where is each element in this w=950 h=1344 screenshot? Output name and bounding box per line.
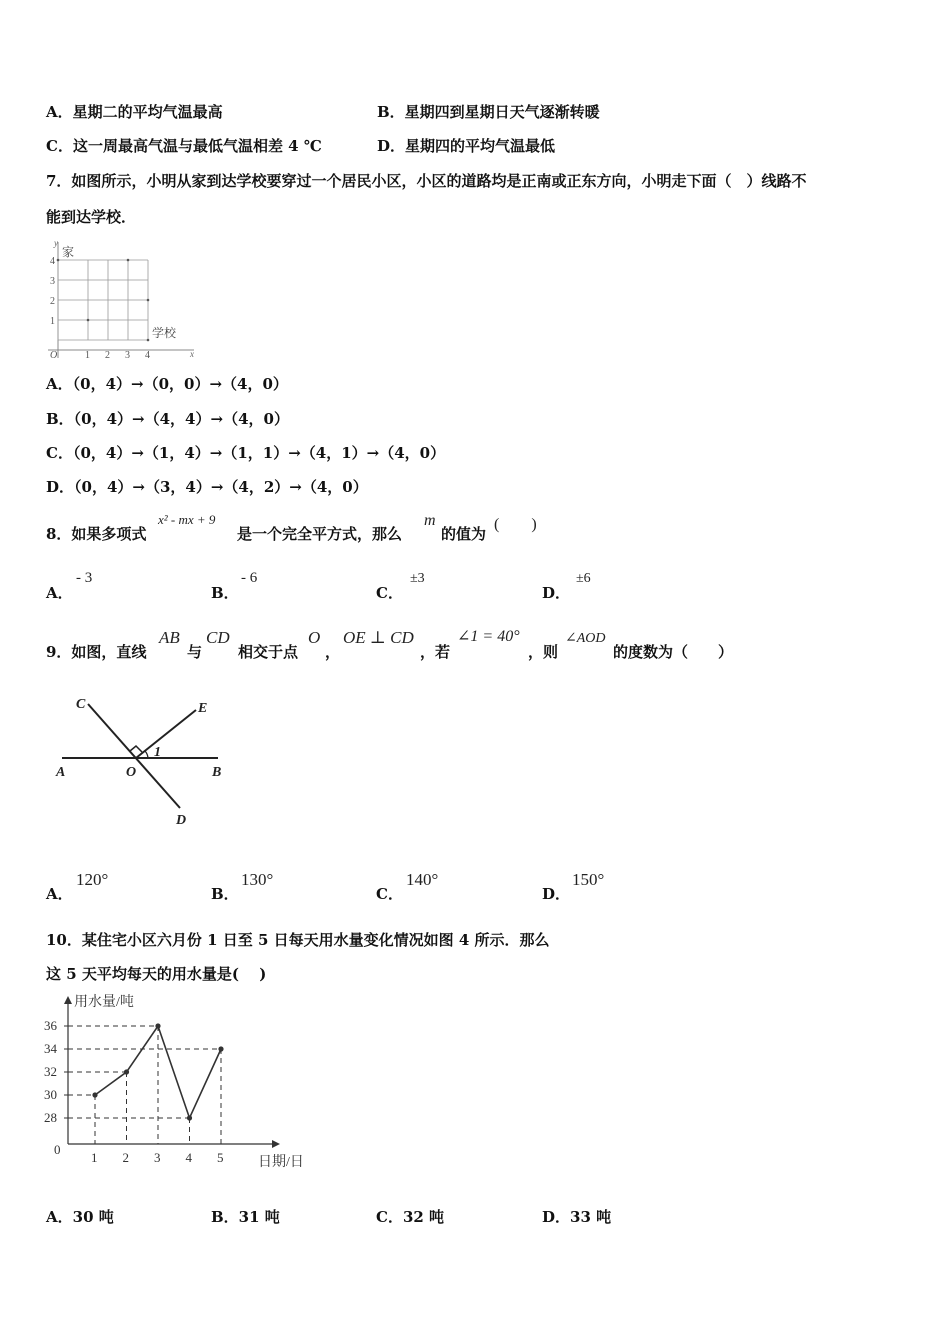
q7-option-d: D．（0，4）→（3，4）→（4，2）→（4，0） [46, 478, 368, 496]
label-b: B [212, 765, 222, 780]
q9-option-a-label: A． [46, 885, 73, 903]
q8-paren: ( ) [494, 516, 537, 533]
y-tick: 3 [50, 276, 55, 287]
y-tick-label: 28 [44, 1110, 57, 1125]
data-point [187, 1115, 192, 1120]
label-e: E [198, 701, 208, 716]
y-tick: 1 [50, 316, 55, 327]
y-axis-label: y [54, 238, 58, 248]
y-tick: 2 [50, 296, 55, 307]
angle-1-arc [145, 751, 148, 758]
q8-expression: x² - mx + 9 [158, 512, 216, 527]
q9-lines-figure [44, 690, 234, 832]
q10-option-a: A．30 吨 [46, 1208, 114, 1226]
x-axis-arrow [272, 1140, 280, 1148]
q8-stem-a: 8．如果多项式 [46, 525, 147, 543]
q9-angle-1: ∠1 = 40° [457, 628, 520, 645]
q8-option-d-value: ±6 [576, 571, 591, 586]
label-o: O [126, 765, 137, 780]
q8-stem-c: 的值为 [441, 525, 487, 543]
q7-option-c: C．（0，4）→（1，4）→（1，1）→（4，1）→（4，0） [46, 444, 446, 462]
x-tick: 4 [145, 350, 150, 361]
q10-option-b: B．31 吨 [211, 1208, 280, 1226]
label-d: D [176, 813, 187, 828]
y-axis-title: 用水量/吨 [74, 995, 134, 1010]
q7-stem-line1: 7．如图所示，小明从家到达学校要穿过一个居民小区，小区的道路均是正南或正东方向，小明走下面（ ）线路不 [46, 172, 807, 190]
q6-option-b: B．星期四到星期日天气逐渐转暖 [377, 103, 600, 121]
y-axis-arrow [64, 996, 72, 1004]
q9-option-d-value: 150° [572, 870, 605, 889]
q9-stem-f: ，则 [528, 643, 559, 661]
q6-option-d: D．星期四的平均气温最低 [377, 137, 556, 155]
q9-option-b-value: 130° [241, 870, 274, 889]
y-tick-label: 34 [44, 1041, 57, 1056]
data-point [92, 1092, 97, 1097]
q8-option-a-value: - 3 [76, 570, 93, 586]
x-tick-label: 1 [91, 1150, 98, 1165]
right-angle-mark [130, 746, 142, 752]
label-c: C [76, 697, 86, 712]
x-tick-label: 2 [122, 1150, 129, 1165]
x-tick-label: 5 [217, 1150, 224, 1165]
label-a: A [56, 765, 66, 780]
x-tick-label: 4 [185, 1150, 192, 1165]
q9-angle-aod: ∠AOD [565, 631, 606, 646]
q8-option-c-value: ±3 [410, 571, 425, 586]
origin-label: 0 [54, 1142, 61, 1157]
q9-option-c-value: 140° [406, 870, 439, 889]
home-label: 家 [62, 245, 75, 259]
q8-var-m: m [424, 512, 436, 529]
q7-option-a: A．（0，4）→（0，0）→（4，0） [46, 375, 288, 393]
line-cd [88, 704, 180, 808]
q8-stem-b: 是一个完全平方式，那么 [237, 525, 403, 543]
data-point [155, 1023, 160, 1028]
q8-option-d-label: D． [542, 584, 571, 602]
q9-stem-g: 的度数为（ ） [613, 643, 734, 661]
q9-option-d-label: D． [542, 885, 571, 903]
q8-option-c-label: C． [376, 584, 403, 602]
q9-stem-b: 与 [187, 643, 203, 661]
q9-line-ab: AB [159, 628, 180, 647]
q6-option-a: A．星期二的平均气温最高 [46, 103, 223, 121]
q9-point-o: O [308, 628, 321, 647]
school-label: 学校 [152, 326, 177, 340]
q10-stem-line1: 10．某住宅小区六月份 1 日至 5 日每天用水量变化情况如图 4 所示．那么 [46, 931, 550, 949]
q9-option-c-label: C． [376, 885, 403, 903]
data-point [218, 1046, 223, 1051]
q8-option-a-label: A． [46, 584, 73, 602]
q9-stem-e: ，若 [420, 643, 451, 661]
q9-option-a-value: 120° [76, 870, 109, 889]
x-tick: 3 [125, 350, 130, 361]
q10-option-c: C．32 吨 [376, 1208, 445, 1226]
x-tick-label: 3 [154, 1150, 161, 1165]
q9-stem-d: ， [325, 643, 341, 661]
q7-stem-line2: 能到达学校． [46, 208, 137, 226]
origin-label: O [50, 350, 58, 361]
y-tick-label: 36 [44, 1018, 57, 1033]
data-point [124, 1069, 129, 1074]
q9-perp: OE ⊥ CD [343, 628, 414, 647]
q7-grid-figure [44, 236, 204, 362]
ray-oe [136, 710, 196, 758]
x-tick: 2 [105, 350, 110, 361]
q9-stem-c: 相交于点 [238, 643, 299, 661]
q10-stem-line2: 这 5 天平均每天的用水量是( ) [46, 965, 267, 983]
q7-option-b: B．（0，4）→（4，4）→（4，0） [46, 410, 289, 428]
q8-option-b-label: B． [211, 584, 239, 602]
y-tick-label: 30 [44, 1087, 57, 1102]
y-tick: 4 [50, 256, 55, 267]
x-axis-label: x [190, 349, 194, 359]
q10-option-d: D．33 吨 [542, 1208, 612, 1226]
q8-option-b-value: - 6 [241, 570, 258, 586]
q6-option-c: C．这一周最高气温与最低气温相差 4 ℃ [46, 137, 322, 155]
q9-option-b-label: B． [211, 885, 239, 903]
q9-line-cd: CD [206, 628, 230, 647]
q10-water-usage-chart [40, 990, 330, 1176]
q9-stem-a: 9．如图，直线 [46, 643, 147, 661]
y-tick-label: 32 [44, 1064, 57, 1079]
label-angle-1: 1 [154, 745, 161, 760]
x-tick: 1 [85, 350, 90, 361]
x-axis-title: 日期/日 [258, 1155, 304, 1170]
grid-lines [58, 260, 148, 340]
